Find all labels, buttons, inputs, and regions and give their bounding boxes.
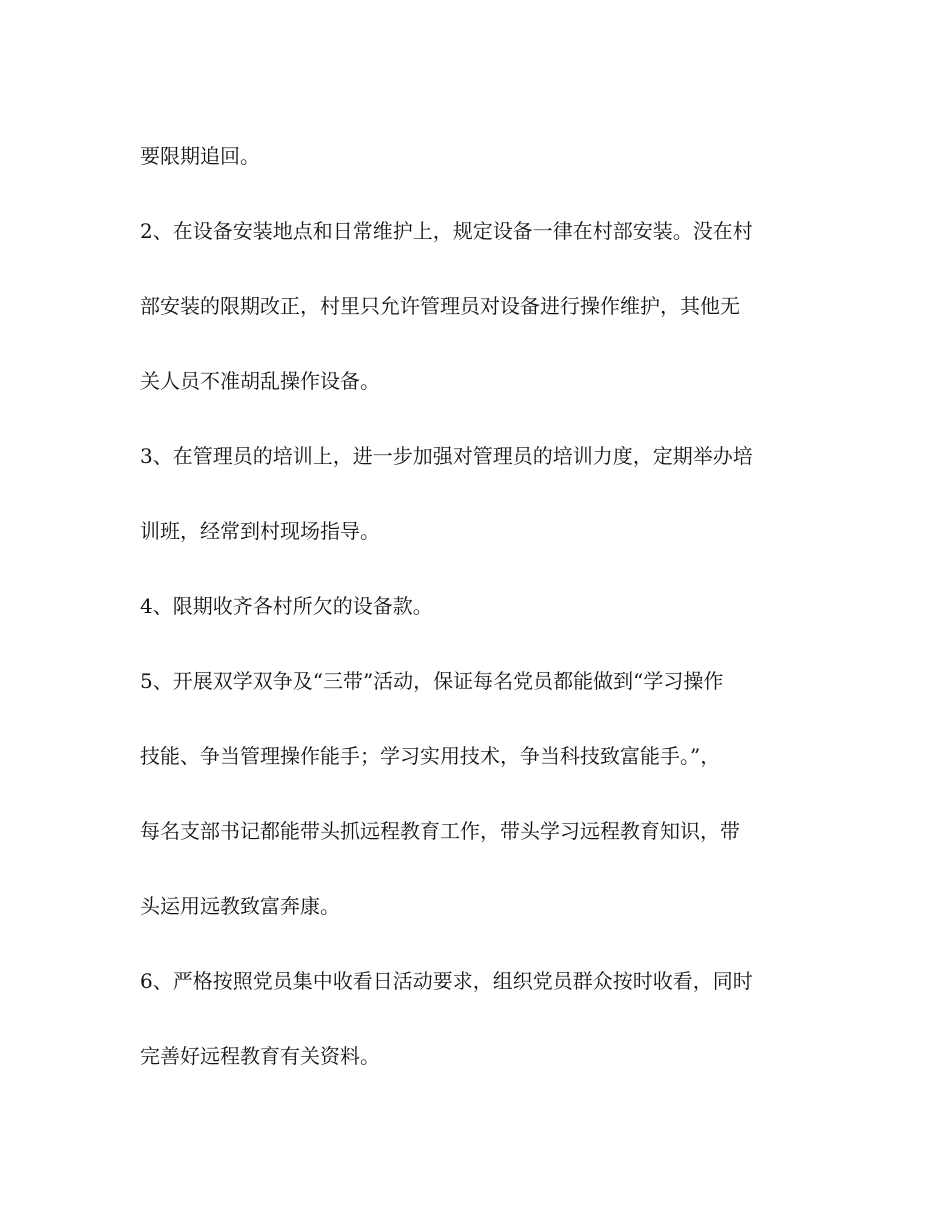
text-line-1: 要限期追回。 (140, 144, 260, 168)
text-line-7: 4、限期收齐各村所欠的设备款。 (140, 594, 433, 618)
text-line-11: 头运用远教致富奔康。 (140, 894, 340, 918)
text-line-9: 技能、争当管理操作能手；学习实用技术，争当科技致富能手。”， (140, 744, 721, 768)
text-line-5: 3、在管理员的培训上，进一步加强对管理员的培训力度，定期举办培 (140, 444, 753, 468)
text-line-13: 完善好远程教育有关资料。 (140, 1044, 380, 1068)
text-line-10: 每名支部书记都能带头抓远程教育工作，带头学习远程教育知识，带 (140, 819, 740, 843)
text-line-6: 训班，经常到村现场指导。 (140, 519, 380, 543)
text-line-3: 部安装的限期改正，村里只允许管理员对设备进行操作维护，其他无 (140, 294, 740, 318)
text-line-8: 5、开展双学双争及“三带”活动，保证每名党员都能做到“学习操作 (140, 669, 724, 693)
text-line-2: 2、在设备安装地点和日常维护上，规定设备一律在村部安装。没在村 (140, 219, 753, 243)
text-line-4: 关人员不准胡乱操作设备。 (140, 369, 380, 393)
text-line-12: 6、严格按照党员集中收看日活动要求，组织党员群众按时收看，同时 (140, 969, 753, 993)
